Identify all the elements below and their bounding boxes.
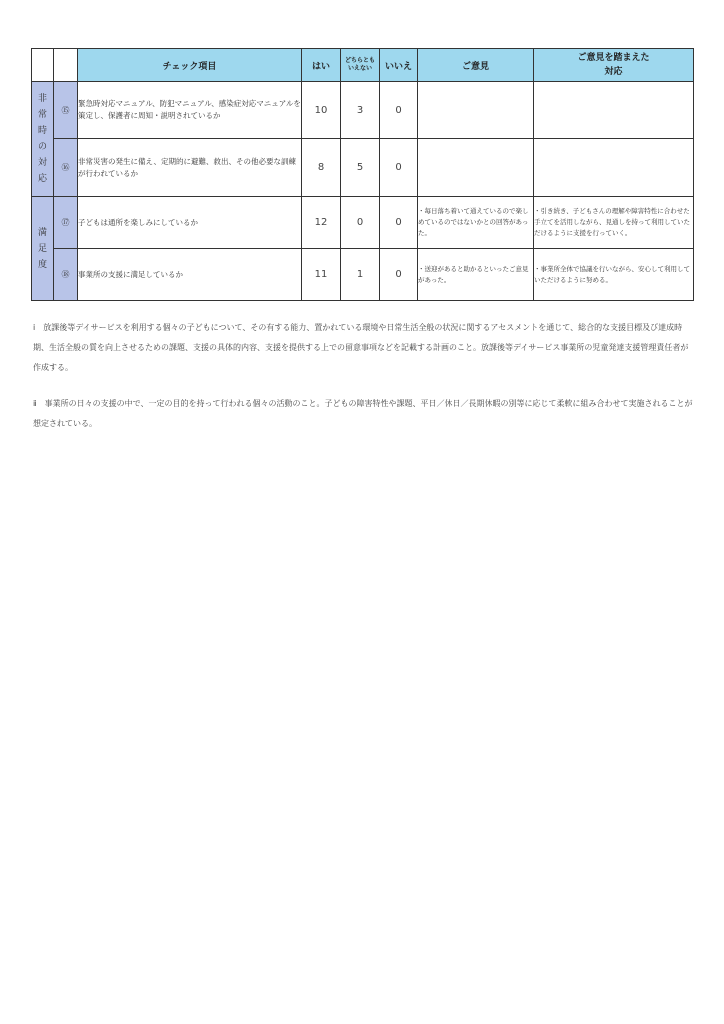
- row-response: ・事業所全体で協議を行いながら、安心して利用していただけるように努める。: [534, 249, 694, 301]
- evaluation-table: [31, 48, 694, 301]
- category-emergency-label: 非常時の対応: [37, 94, 47, 184]
- header-response-line1: ご意見を踏まえた: [577, 53, 650, 63]
- row-neither-count: 1: [341, 249, 380, 301]
- row-no-count: 0: [380, 139, 418, 197]
- header-no: いいえ: [380, 49, 418, 82]
- row-opinion: [418, 82, 534, 139]
- row-number: ⑯: [54, 139, 78, 197]
- row-no-count: 0: [380, 82, 418, 139]
- row-number: ⑰: [54, 197, 78, 249]
- header-blank-category: [32, 49, 54, 82]
- category-emergency: [32, 82, 54, 197]
- row-yes-count: 11: [302, 249, 341, 301]
- category-satisfaction: [32, 197, 54, 301]
- row-item: 緊急時対応マニュアル、防犯マニュアル、感染症対応マニュアルを策定し、保護者に周知・説明されているか: [78, 82, 302, 139]
- row-yes-count: 10: [302, 82, 341, 139]
- header-neither: [341, 49, 380, 82]
- row-opinion: [418, 139, 534, 197]
- row-neither-count: 3: [341, 82, 380, 139]
- row-item: 子どもは通所を楽しみにしているか: [78, 197, 302, 249]
- row-number: ⑮: [54, 82, 78, 139]
- row-opinion: ・送迎があると助かるといったご意見があった。: [418, 249, 534, 301]
- footnote-2: ⅱ 事業所の日々の支援の中で、一定の目的を持って行われる個々の活動のこと。子どもの障害特性や課題、平日／休日／長期休暇の別等に応じて柔軟に組み合わせて実施されることが想定されている。: [33, 399, 693, 428]
- header-neither-line2: いえない: [347, 65, 372, 72]
- row-item: 事業所の支援に満足しているか: [78, 249, 302, 301]
- header-row: [32, 49, 694, 82]
- header-item: チェック項目: [78, 49, 302, 82]
- header-yes: はい: [302, 49, 341, 82]
- header-neither-line1: どちらとも: [344, 57, 375, 64]
- header-opinion: ご意見: [418, 49, 534, 82]
- row-yes-count: 12: [302, 197, 341, 249]
- row-response: [534, 82, 694, 139]
- category-satisfaction-label: 満足度: [37, 227, 47, 270]
- row-neither-count: 5: [341, 139, 380, 197]
- row-response: ・引き続き、子どもさんの理解や障害特性に合わせた手立てを活用しながら、見通しを持って利用していただけるように支援を行っていく。: [534, 197, 694, 249]
- row-yes-count: 8: [302, 139, 341, 197]
- row-no-count: 0: [380, 249, 418, 301]
- table-row: [32, 82, 694, 139]
- row-neither-count: 0: [341, 197, 380, 249]
- table-row: [32, 249, 694, 301]
- row-response: [534, 139, 694, 197]
- row-opinion: ・毎日落ち着いて通えているので楽しめているのではないかとの回答があった。: [418, 197, 534, 249]
- header-blank-number: [54, 49, 78, 82]
- row-no-count: 0: [380, 197, 418, 249]
- table-row: [32, 139, 694, 197]
- table-row: [32, 197, 694, 249]
- row-number: ⑱: [54, 249, 78, 301]
- row-item: 非常災害の発生に備え、定期的に避難、救出、その他必要な訓練が行われているか: [78, 139, 302, 197]
- header-response-line2: 対応: [604, 67, 623, 77]
- header-response: [534, 49, 694, 82]
- footnote-1: ⅰ 放課後等デイサービスを利用する個々の子どもについて、その有する能力、置かれている環境や日常生活全般の状況に関するアセスメントを通じて、総合的な支援目標及び達成時期、生活全般の質を向上させるための課題、支援の具体的内容、支援を提供する上での留意事項などを記載する計画のこと。放課後等デイサービス事業所の児童発達支援管理責任者が作成する。: [33, 323, 689, 372]
